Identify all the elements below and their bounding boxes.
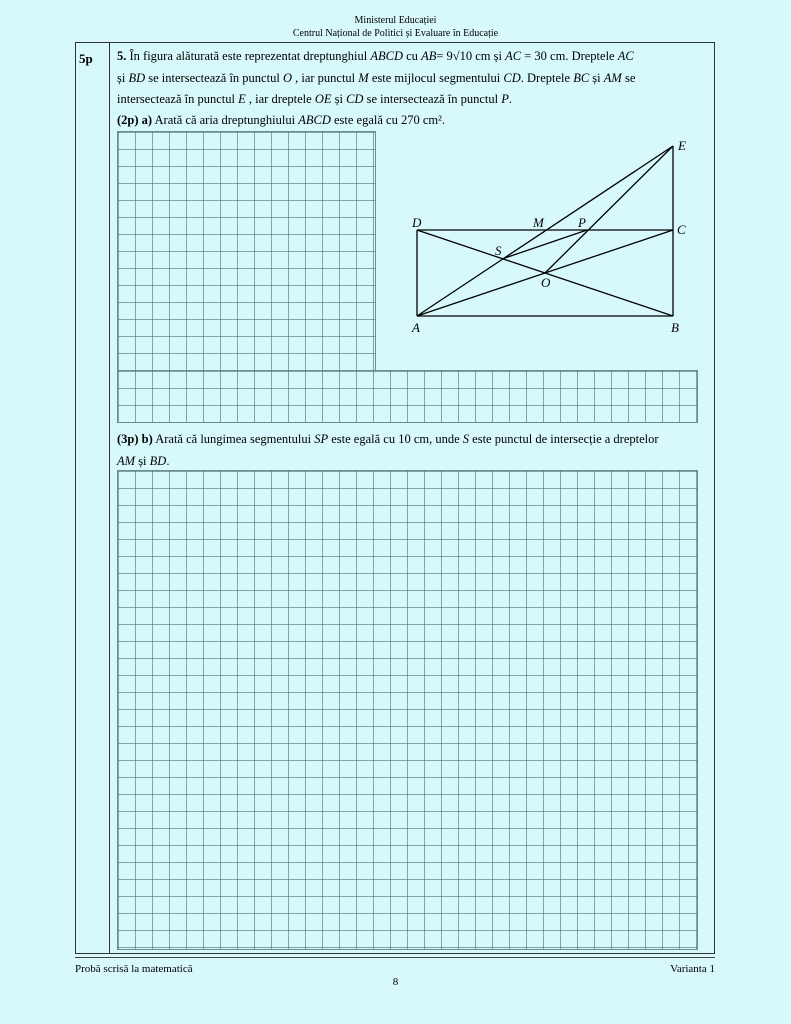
problem-line-3: intersectează în punctul E , iar dreptele OE și CD se intersectează în punctul P. xyxy=(117,92,513,106)
header-center: Centrul Național de Politici și Evaluare în Educație xyxy=(292,28,499,39)
points-column-divider xyxy=(109,42,110,954)
part-a-statement: (2p) a) Arată că aria dreptunghiului ABCD este egală cu 270 cm². xyxy=(117,113,445,127)
header-ministry: Ministerul Educației xyxy=(354,15,437,26)
footer-rule xyxy=(75,957,715,958)
label-o: O xyxy=(541,275,551,290)
problem-line-2: și BD se intersectează în punctul O , iar punctul M este mijlocul segmentului CD. Dreptele BC și AM se xyxy=(117,71,636,85)
part-b-statement-line-2: AM și BD. xyxy=(117,454,170,468)
label-p: P xyxy=(578,215,586,230)
footer-variant: Varianta 1 xyxy=(670,963,715,975)
footer-exam-name: Probă scrisă la matematică xyxy=(75,963,193,975)
problem-line-1: 5. În figura alăturată este reprezentat dreptunghiul ABCD cu AB= 9√10 cm și AC = 30 cm. Dreptele AC xyxy=(117,49,634,63)
label-b: B xyxy=(671,320,679,335)
part-a-answer-grid-bottom[interactable] xyxy=(117,370,698,423)
rectangle-figure xyxy=(400,135,700,340)
label-e: E xyxy=(678,138,686,153)
line-ame xyxy=(417,146,673,316)
label-s: S xyxy=(495,243,502,258)
label-m: M xyxy=(533,215,544,230)
label-a: A xyxy=(412,320,420,335)
label-c: C xyxy=(677,222,686,237)
line-ope xyxy=(545,146,673,273)
problem-number: 5. xyxy=(117,49,127,63)
part-b-answer-grid[interactable] xyxy=(117,470,698,950)
part-b-statement-line-1: (3p) b) Arată că lungimea segmentului SP este egală cu 10 cm, unde S este punctul de intersecție a dreptelor xyxy=(117,432,659,446)
problem-points: 5p xyxy=(79,51,93,66)
label-d: D xyxy=(412,215,422,230)
page-number: 8 xyxy=(392,976,399,988)
